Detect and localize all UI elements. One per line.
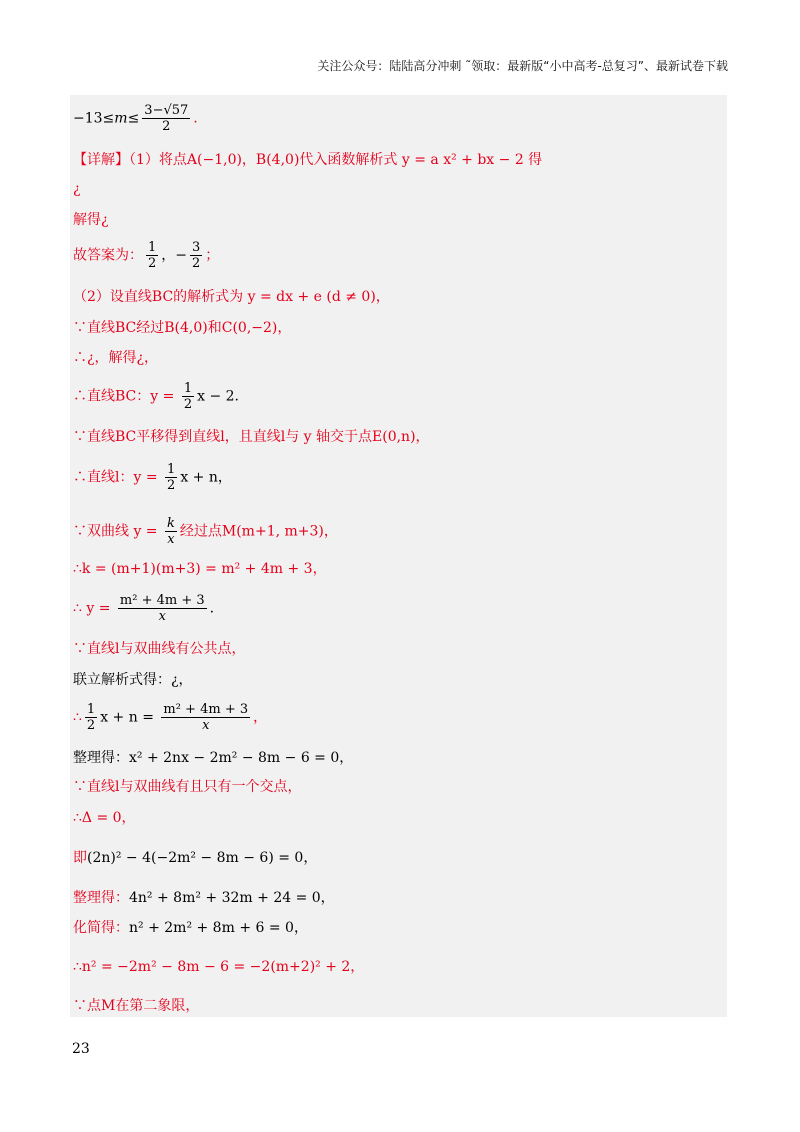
- page-header: 关注公众号：陆陆高分冲刺 ˜领取：最新版“小中高考-总复习”、最新试卷下载: [317, 59, 728, 73]
- step-line: ∵直线l与双曲线有公共点，: [73, 641, 246, 657]
- math-text: −13≤: [73, 110, 115, 127]
- punct: .: [209, 600, 215, 617]
- step-label: 即: [73, 850, 87, 866]
- fraction-numerator: 1: [148, 240, 157, 255]
- fraction-denominator: x: [167, 532, 175, 547]
- math-text: 4n² + 8m² + 32m + 24 = 0，: [129, 890, 335, 906]
- step-line: ∵直线l与双曲线有且只有一个交点，: [73, 779, 302, 795]
- fraction: [161, 702, 250, 733]
- step-line: [73, 919, 308, 937]
- step-label: 整理得：: [73, 890, 129, 906]
- fraction: [165, 462, 177, 493]
- step-line: [73, 849, 317, 867]
- step-line: ∵点M在第二象限，: [73, 998, 200, 1014]
- step-label: 化简得：: [73, 920, 129, 936]
- fraction-denominator: 2: [162, 119, 171, 134]
- fraction-numerator: m² + 4m + 3: [119, 593, 205, 608]
- fraction-numerator: 1: [167, 462, 176, 477]
- step-line: ∵直线BC平移得到直线l，且直线l与 y 轴交于点E(0,n)，: [73, 429, 430, 445]
- math-text: ∴直线BC：y =: [73, 388, 179, 405]
- math-text: n² + 2m² + 8m + 6 = 0，: [129, 920, 308, 936]
- fraction-numerator: 3: [192, 240, 201, 255]
- math-text: 经过点M(m+1, m+3)，: [179, 523, 338, 540]
- step-line: [73, 702, 267, 733]
- math-text: ∵双曲线 y =: [73, 523, 162, 540]
- math-text: ∴直线l：y =: [73, 469, 163, 486]
- punct: .: [193, 110, 198, 127]
- math-text: x − 2.: [197, 388, 239, 405]
- fraction: [165, 516, 177, 547]
- answer-line: [73, 240, 219, 271]
- fraction: [182, 381, 194, 412]
- fraction-numerator: 1: [183, 381, 193, 396]
- answer-range-line: [73, 103, 198, 134]
- fraction-denominator: 2: [148, 256, 157, 271]
- step-line: [73, 593, 214, 624]
- fraction-denominator: 2: [167, 478, 176, 493]
- fraction-denominator: 2: [86, 718, 96, 733]
- step-line: ∴¿，解得¿，: [73, 350, 159, 366]
- solution-panel: [70, 95, 727, 1017]
- step-label: 整理得：: [73, 750, 129, 766]
- step-line: 联立解析式得：¿，: [73, 672, 193, 688]
- math-text: ≤: [127, 110, 140, 127]
- step-line: ∴Δ = 0，: [73, 810, 136, 826]
- fraction-numerator: k: [167, 516, 175, 531]
- step-line: [73, 889, 335, 907]
- fraction: [85, 702, 97, 733]
- placeholder-line: ¿: [73, 181, 81, 197]
- step-line: ∴n² = −2m² − 8m − 6 = −2(m+2)² + 2，: [73, 959, 365, 975]
- fraction-denominator: 2: [183, 397, 193, 412]
- detail-heading-line: 【详解】（1）将点A(−1,0)，B(4,0)代入函数解析式 y = a x² + bx − 2 得: [73, 152, 543, 168]
- math-text: x + n，: [180, 469, 232, 486]
- fraction-denominator: x: [158, 609, 166, 624]
- step-line: [73, 462, 232, 493]
- fraction: [146, 240, 158, 271]
- step-line: ∴k = (m+1)(m+3) = m² + 4m + 3，: [73, 561, 327, 577]
- page-number: 23: [72, 1041, 90, 1057]
- math-text: ∴: [73, 709, 82, 726]
- fraction: [190, 240, 202, 271]
- answer-label: 故答案为：: [73, 247, 143, 264]
- step-line: [73, 381, 239, 412]
- math-var: m: [114, 110, 128, 127]
- fraction-numerator: m² + 4m + 3: [163, 702, 249, 717]
- math-text: (2n)² − 4(−2m² − 8m − 6) = 0，: [87, 850, 318, 866]
- math-text: ∴ y =: [73, 600, 115, 617]
- punct: ，: [253, 709, 268, 726]
- fraction: [142, 103, 190, 134]
- solve-line: 解得¿: [73, 212, 109, 228]
- fraction-denominator: x: [202, 718, 210, 733]
- fraction-denominator: 2: [192, 256, 201, 271]
- step-line: （2）设直线BC的解析式为 y = dx + e (d ≠ 0)，: [73, 289, 390, 305]
- fraction: [118, 593, 207, 624]
- step-line: [73, 516, 338, 547]
- math-text: x + n =: [100, 709, 159, 726]
- step-line: ∵直线BC经过B(4,0)和C(0,−2)，: [73, 320, 292, 336]
- fraction-numerator: 3−√57: [144, 103, 189, 118]
- fraction-numerator: 1: [86, 702, 96, 717]
- punct: ；: [205, 247, 220, 264]
- math-text: x² + 2nx − 2m² − 8m − 6 = 0，: [129, 750, 354, 766]
- math-text: ，−: [161, 247, 188, 264]
- step-line: [73, 749, 353, 767]
